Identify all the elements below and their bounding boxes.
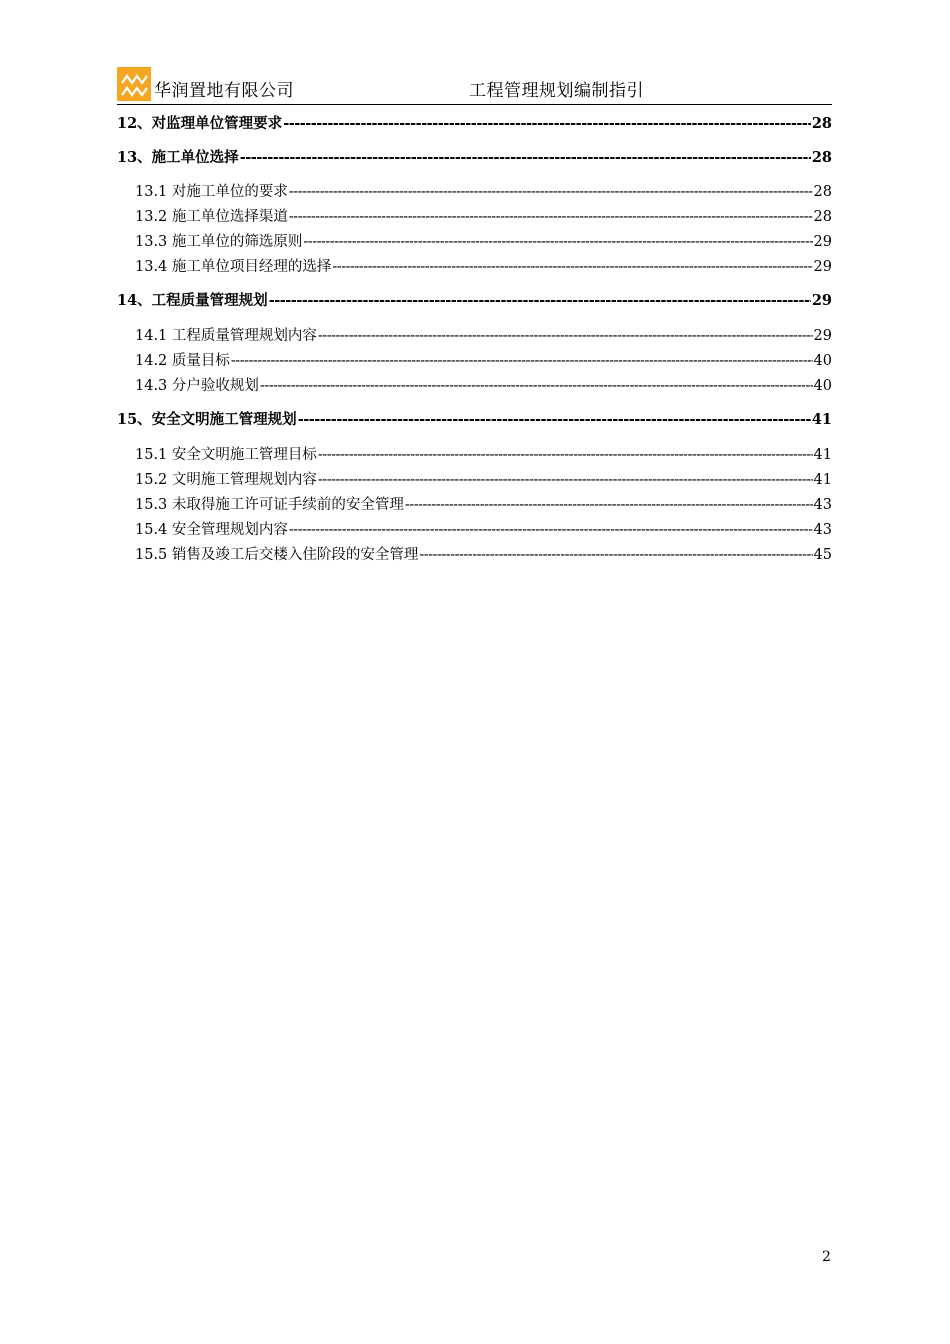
toc-entry[interactable] bbox=[117, 147, 832, 169]
toc-entry-page: 40 bbox=[813, 353, 832, 369]
page-header bbox=[117, 66, 832, 105]
toc-entry-page: 29 bbox=[811, 292, 832, 309]
toc-dot-leader bbox=[405, 494, 813, 516]
toc-entry-page: 28 bbox=[811, 149, 832, 166]
toc-entry-page: 29 bbox=[813, 328, 832, 344]
toc-entry-label: 15.5 销售及竣工后交楼入住阶段的安全管理 bbox=[135, 547, 419, 563]
toc-entry[interactable] bbox=[135, 231, 832, 253]
toc-entry[interactable] bbox=[135, 544, 832, 566]
toc-dot-leader bbox=[419, 544, 812, 566]
toc-entry-label: 13.1 对施工单位的要求 bbox=[135, 184, 288, 200]
toc-dot-leader bbox=[332, 256, 812, 278]
toc-entry-label: 14.3 分户验收规划 bbox=[135, 378, 259, 394]
toc-entry-label: 15.2 文明施工管理规划内容 bbox=[135, 472, 317, 488]
toc-entry[interactable] bbox=[135, 494, 832, 516]
toc-entry[interactable] bbox=[135, 325, 832, 347]
toc-dot-leader bbox=[289, 519, 813, 541]
toc-entry[interactable] bbox=[117, 113, 832, 135]
toc-dot-leader bbox=[289, 206, 813, 228]
toc-dot-leader bbox=[303, 231, 812, 253]
toc-entry-label: 13.4 施工单位项目经理的选择 bbox=[135, 259, 332, 275]
toc-entry-label: 15.3 未取得施工许可证手续前的安全管理 bbox=[135, 497, 404, 513]
toc-entry[interactable] bbox=[135, 256, 832, 278]
toc-entry-label: 13.2 施工单位选择渠道 bbox=[135, 209, 288, 225]
toc-entry[interactable] bbox=[117, 409, 832, 431]
toc-entry-page: 41 bbox=[813, 447, 832, 463]
toc-entry[interactable] bbox=[135, 469, 832, 491]
toc-entry[interactable] bbox=[117, 290, 832, 312]
toc-entry-label: 15.4 安全管理规划内容 bbox=[135, 522, 288, 538]
toc-dot-leader bbox=[240, 147, 811, 169]
toc-entry-page: 45 bbox=[813, 547, 832, 563]
toc-entry-page: 28 bbox=[813, 209, 832, 225]
toc-entry-label: 14.2 质量目标 bbox=[135, 353, 230, 369]
toc-entry-label: 13、施工单位选择 bbox=[117, 149, 239, 166]
toc-entry[interactable] bbox=[135, 181, 832, 203]
toc-entry-page: 29 bbox=[813, 259, 832, 275]
toc-entry-label: 13.3 施工单位的筛选原则 bbox=[135, 234, 303, 250]
company-logo-icon bbox=[117, 67, 151, 101]
toc-dot-leader bbox=[318, 469, 813, 491]
toc-dot-leader bbox=[318, 444, 813, 466]
page-number: 2 bbox=[822, 1249, 831, 1265]
toc-entry-label: 14.1 工程质量管理规划内容 bbox=[135, 328, 317, 344]
toc-dot-leader bbox=[231, 350, 813, 372]
toc-entry-page: 28 bbox=[813, 184, 832, 200]
toc-entry-label: 12、对监理单位管理要求 bbox=[117, 115, 283, 132]
toc-entry-page: 43 bbox=[813, 497, 832, 513]
toc-entry-page: 43 bbox=[813, 522, 832, 538]
toc-entry[interactable] bbox=[135, 375, 832, 397]
toc-entry-label: 14、工程质量管理规划 bbox=[117, 292, 268, 309]
toc-entry-label: 15、安全文明施工管理规划 bbox=[117, 411, 297, 428]
toc-dot-leader bbox=[260, 375, 813, 397]
toc-entry[interactable] bbox=[135, 350, 832, 372]
toc-entry-page: 40 bbox=[813, 378, 832, 394]
toc-dot-leader bbox=[283, 113, 811, 135]
toc-entry-label: 15.1 安全文明施工管理目标 bbox=[135, 447, 317, 463]
toc-entry-page: 41 bbox=[813, 472, 832, 488]
company-name: 华润置地有限公司 bbox=[154, 81, 294, 101]
toc-entry[interactable] bbox=[135, 206, 832, 228]
toc-entry-page: 28 bbox=[811, 115, 832, 132]
toc-entry[interactable] bbox=[135, 444, 832, 466]
toc-dot-leader bbox=[298, 409, 811, 431]
toc-dot-leader bbox=[269, 290, 811, 312]
toc-entry-page: 41 bbox=[811, 411, 832, 428]
toc-dot-leader bbox=[318, 325, 813, 347]
document-title: 工程管理规划编制指引 bbox=[469, 81, 644, 101]
toc-entry-page: 29 bbox=[813, 234, 832, 250]
toc-entry[interactable] bbox=[135, 519, 832, 541]
toc-dot-leader bbox=[289, 181, 813, 203]
